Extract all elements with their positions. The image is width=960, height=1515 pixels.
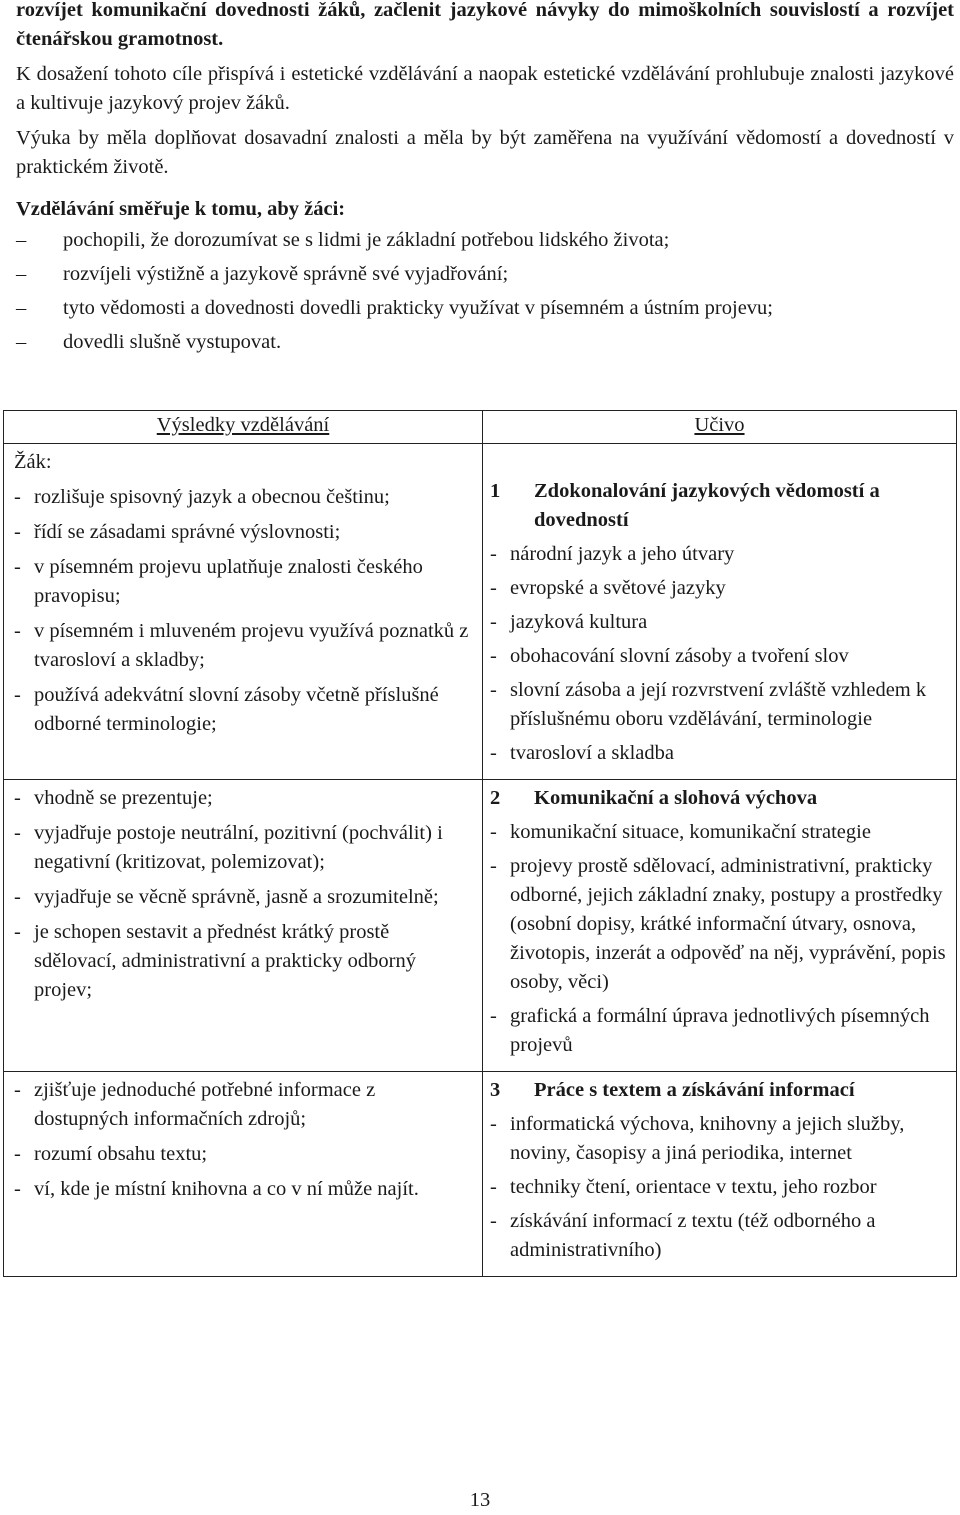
table-row bbox=[4, 444, 957, 780]
topic-heading: 1 Zdokonalování jazykových vědomostí a dovedností bbox=[490, 480, 880, 531]
aim-text: rozvíjeli výstižně a jazykově správně své vyjadřování; bbox=[63, 263, 509, 285]
dash-bullet: – bbox=[16, 331, 27, 353]
intro-section bbox=[16, 0, 954, 362]
table-row bbox=[4, 1072, 957, 1277]
outcome-item: - rozumí obsahu textu; bbox=[14, 1143, 208, 1165]
outcome-item: - v písemném i mluveném projevu využívá poznatků z tvarosloví a skladby; bbox=[14, 620, 469, 671]
intro-paragraph-2: K dosažení tohoto cíle přispívá i estetické vzdělávání a naopak estetické vzdělávání prohlubuje znalosti jazykové a kultivuje jazykový projev žáků. bbox=[16, 63, 954, 114]
content-item: - získávání informací z textu (též odborného a administrativního) bbox=[490, 1210, 876, 1261]
content-item: - projevy prostě sdělovací, administrativní, prakticky odborné, jejich základní znaky, postupy a prostředky (osobní dopisy, krátké informační útvary, osnova, životopis, inzerát a odpověď na něj, vyprávění, popis osoby, věci) bbox=[490, 855, 946, 993]
dash-bullet: – bbox=[16, 263, 27, 285]
content-cell bbox=[483, 444, 957, 780]
aim-item bbox=[16, 226, 954, 255]
outcome-item: - vhodně se prezentuje; bbox=[14, 787, 213, 809]
intro-paragraph-1: rozvíjet komunikační dovednosti žáků, začlenit jazykové návyky do mimoškolních souvislostí a rozvíjet čtenářskou gramotnost. bbox=[16, 0, 954, 50]
content-item: - komunikační situace, komunikační strategie bbox=[490, 821, 871, 843]
aim-text: tyto vědomosti a dovednosti dovedli prakticky využívat v písemném a ústním projevu; bbox=[63, 297, 773, 319]
curriculum-table bbox=[3, 410, 957, 1277]
table-header-row bbox=[4, 411, 957, 444]
aims-title: Vzdělávání směřuje k tomu, aby žáci: bbox=[16, 198, 346, 220]
content-item: - obohacování slovní zásoby a tvoření slov bbox=[490, 645, 849, 667]
header-outcomes: Výsledky vzdělávání bbox=[4, 411, 483, 444]
outcomes-cell bbox=[4, 444, 483, 780]
pupil-label: Žák: bbox=[14, 451, 52, 473]
content-cell bbox=[483, 1072, 957, 1277]
aim-text: dovedli slušně vystupovat. bbox=[63, 331, 282, 353]
outcome-item: - v písemném projevu uplatňuje znalosti českého pravopisu; bbox=[14, 556, 423, 607]
page-number: 13 bbox=[469, 1489, 491, 1511]
content-item: - grafická a formální úprava jednotlivých písemných projevů bbox=[490, 1005, 930, 1056]
aims-list bbox=[16, 226, 954, 357]
outcome-item: - ví, kde je místní knihovna a co v ní může najít. bbox=[14, 1178, 419, 1200]
table-row bbox=[4, 780, 957, 1072]
outcome-item: - vyjadřuje postoje neutrální, pozitivní (pochválit) i negativní (kritizovat, polemizovat); bbox=[14, 822, 443, 873]
header-content: Učivo bbox=[483, 411, 957, 444]
content-item: - tvarosloví a skladba bbox=[490, 742, 674, 764]
aim-item bbox=[16, 260, 954, 289]
dash-bullet: – bbox=[16, 297, 27, 319]
outcome-item: - řídí se zásadami správné výslovnosti; bbox=[14, 521, 341, 543]
content-item: - evropské a světové jazyky bbox=[490, 577, 726, 599]
intro-paragraph-3: Výuka by měla doplňovat dosavadní znalosti a měla by být zaměřena na využívání vědomostí a dovedností v praktickém životě. bbox=[16, 127, 954, 178]
aim-item bbox=[16, 294, 954, 323]
outcomes-cell bbox=[4, 780, 483, 1072]
topic-heading: 2 Komunikační a slohová výchova bbox=[490, 787, 818, 809]
outcome-item: - zjišťuje jednoduché potřebné informace z dostupných informačních zdrojů; bbox=[14, 1079, 376, 1130]
topic-heading: 3 Práce s textem a získávání informací bbox=[490, 1079, 855, 1101]
content-item: - informatická výchova, knihovny a jejich služby, noviny, časopisy a jiná periodika, internet bbox=[490, 1113, 905, 1164]
aim-text: pochopili, že dorozumívat se s lidmi je základní potřebou lidského života; bbox=[63, 229, 670, 251]
content-item: - národní jazyk a jeho útvary bbox=[490, 543, 735, 565]
outcome-item: - rozlišuje spisovný jazyk a obecnou češtinu; bbox=[14, 486, 390, 508]
dash-bullet: – bbox=[16, 229, 27, 251]
content-item: - techniky čtení, orientace v textu, jeho rozbor bbox=[490, 1176, 877, 1198]
content-item: - slovní zásoba a její rozvrstvení zvláště vzhledem k příslušnému oboru vzdělávání, terminologie bbox=[490, 679, 927, 730]
aim-item bbox=[16, 328, 954, 357]
content-item: - jazyková kultura bbox=[490, 611, 648, 633]
outcomes-cell bbox=[4, 1072, 483, 1277]
outcome-item: - je schopen sestavit a přednést krátký prostě sdělovací, administrativní a prakticky odborný projev; bbox=[14, 921, 417, 1001]
outcome-item: - vyjadřuje se věcně správně, jasně a srozumitelně; bbox=[14, 886, 439, 908]
content-cell bbox=[483, 780, 957, 1072]
outcome-item: - používá adekvátní slovní zásoby včetně příslušné odborné terminologie; bbox=[14, 684, 439, 735]
